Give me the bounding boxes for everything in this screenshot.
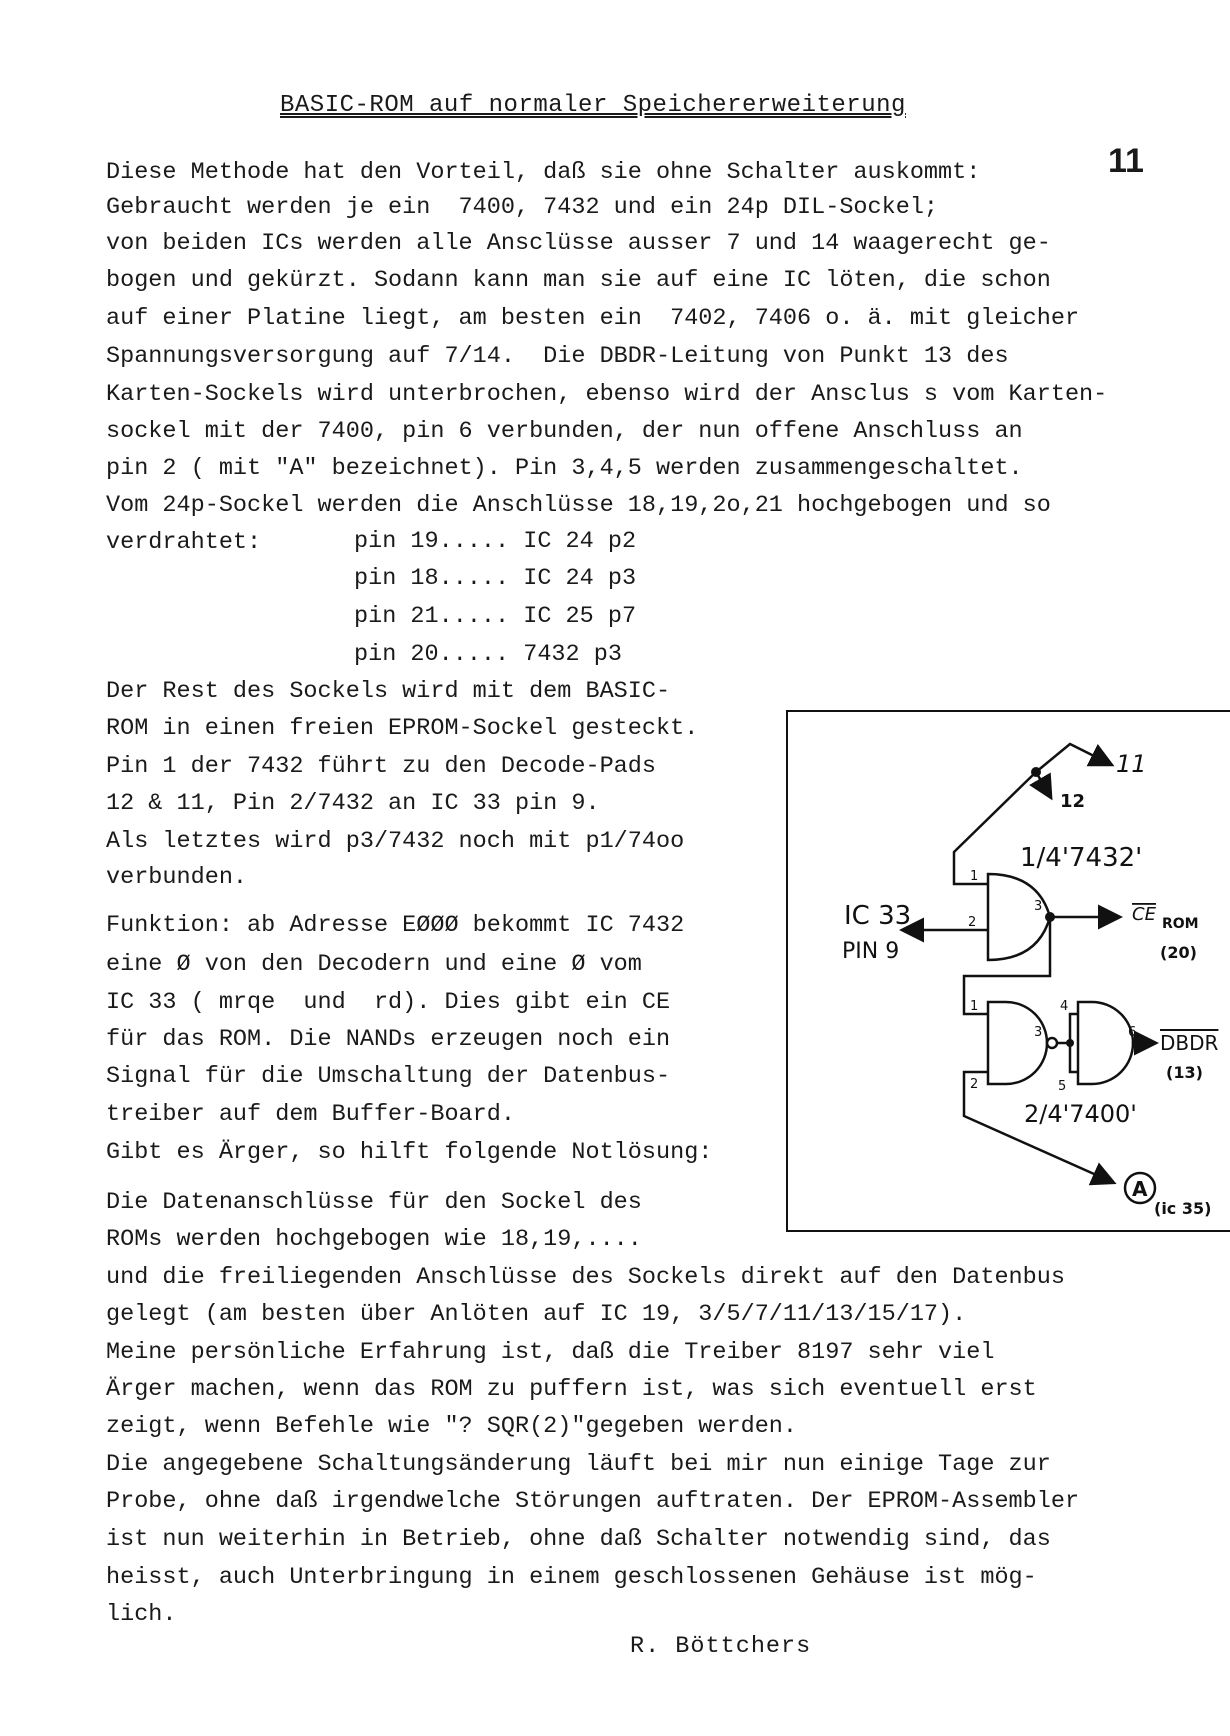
label-ce-rom: ROM xyxy=(1162,916,1199,932)
label-ic35: (ic 35) xyxy=(1154,1199,1212,1218)
signature: R. Böttchers xyxy=(630,1633,812,1660)
text-line: lich. xyxy=(106,1601,177,1628)
text-line: Funktion: ab Adresse EØØØ bekommt IC 7432 xyxy=(106,912,685,939)
text-line: heisst, auch Unterbringung in einem geschlossenen Gehäuse ist mög- xyxy=(106,1564,1037,1591)
text-line: zeigt, wenn Befehle wie "? SQR(2)"gegeben werden. xyxy=(106,1413,798,1440)
label-11: 11 xyxy=(1116,750,1147,778)
pin-wiring-row: pin 21..... IC 25 p7 xyxy=(354,603,637,630)
label-pin-3b: 3 xyxy=(1034,1025,1043,1040)
label-ce: CE xyxy=(1132,904,1156,925)
text-line: gelegt (am besten über Anlöten auf IC 19, 3/5/7/11/13/15/17). xyxy=(106,1301,967,1328)
text-line: pin 2 ( mit "A" bezeichnet). Pin 3,4,5 werden zusammengeschaltet. xyxy=(106,455,1023,482)
label-pin-6: 6 xyxy=(1128,1025,1137,1040)
label-pin-4: 4 xyxy=(1060,999,1069,1014)
text-line: 12 & 11, Pin 2/7432 an IC 33 pin 9. xyxy=(106,790,600,817)
text-line: ROMs werden hochgebogen wie 18,19,.... xyxy=(106,1226,642,1253)
or-gate xyxy=(988,874,1050,960)
text-line: von beiden ICs werden alle Ansclüsse ausser 7 und 14 waagerecht ge- xyxy=(106,230,1051,257)
label-pin-2a: 2 xyxy=(968,915,977,930)
text-line: Pin 1 der 7432 führt zu den Decode-Pads xyxy=(106,753,656,780)
text-line: verdrahtet: xyxy=(106,529,262,556)
label-dbdr-pin: (13) xyxy=(1166,1063,1203,1082)
label-dbdr: DBDR xyxy=(1160,1031,1219,1055)
text-line: treiber auf dem Buffer-Board. xyxy=(106,1101,515,1128)
text-line: eine Ø von den Decodern und eine Ø vom xyxy=(106,951,642,978)
page-number: 11 xyxy=(1108,142,1144,180)
text-line: Spannungsversorgung auf 7/14. Die DBDR-Leitung von Punkt 13 des xyxy=(106,343,1009,370)
text-line: und die freiliegenden Anschlüsse des Sockels direkt auf den Datenbus xyxy=(106,1264,1065,1291)
label-a: A xyxy=(1132,1177,1148,1201)
label-or-gate: 1/4'7432' xyxy=(1020,843,1143,873)
text-line: Ärger machen, wenn das ROM zu puffern ist, was sich eventuell erst xyxy=(106,1376,1037,1403)
text-line: IC 33 ( mrqe und rd). Dies gibt ein CE xyxy=(106,989,671,1016)
page-title: BASIC-ROM auf normaler Speichererweiterung xyxy=(280,92,906,119)
text-line: Vom 24p-Sockel werden die Anschlüsse 18,19,2o,21 hochgebogen und so xyxy=(106,492,1051,519)
text-line: Karten-Sockels wird unterbrochen, ebenso wird der Ansclus s vom Karten- xyxy=(106,381,1108,408)
text-line: Signal für die Umschaltung der Datenbus- xyxy=(106,1063,671,1090)
text-line: Die Datenanschlüsse für den Sockel des xyxy=(106,1189,642,1216)
text-line: sockel mit der 7400, pin 6 verbunden, der nun offene Anschluss an xyxy=(106,418,1023,445)
text-line: Probe, ohne daß irgendwelche Störungen auftraten. Der EPROM-Assembler xyxy=(106,1488,1080,1515)
text-line: für das ROM. Die NANDs erzeugen noch ein xyxy=(106,1026,671,1053)
label-pin-2b: 2 xyxy=(970,1077,979,1092)
label-ce-pin: (20) xyxy=(1160,943,1197,962)
circuit-diagram xyxy=(786,710,1230,1232)
pin-wiring-row: pin 18..... IC 24 p3 xyxy=(354,565,637,592)
label-nand-gate: 2/4'7400' xyxy=(1024,1100,1137,1128)
text-line: bogen und gekürzt. Sodann kann man sie auf eine IC löten, die schon xyxy=(106,267,1051,294)
circuit-schematic xyxy=(788,712,1230,1234)
nand-gate-2 xyxy=(1078,1002,1133,1084)
label-pin-1b: 1 xyxy=(970,999,979,1014)
label-pin9: PIN 9 xyxy=(842,939,900,964)
text-line: auf einer Platine liegt, am besten ein 7402, 7406 o. ä. mit gleicher xyxy=(106,305,1080,332)
text-line: ROM in einen freien EPROM-Sockel gesteckt. xyxy=(106,715,699,742)
wire-to-11 xyxy=(1036,744,1110,772)
text-line: Gibt es Ärger, so hilft folgende Notlösung: xyxy=(106,1139,713,1166)
text-line: Diese Methode hat den Vorteil, daß sie ohne Schalter auskommt: xyxy=(106,159,981,186)
text-line: verbunden. xyxy=(106,864,248,891)
pin-wiring-row: pin 19..... IC 24 p2 xyxy=(354,528,637,555)
label-pin-1a: 1 xyxy=(970,869,979,884)
label-12: 12 xyxy=(1060,791,1086,812)
pin-wiring-row: pin 20..... 7432 p3 xyxy=(354,641,622,668)
text-line: Als letztes wird p3/7432 noch mit p1/74oo xyxy=(106,828,685,855)
text-line: Der Rest des Sockels wird mit dem BASIC- xyxy=(106,678,671,705)
text-line: Meine persönliche Erfahrung ist, daß die Treiber 8197 sehr viel xyxy=(106,1339,995,1366)
nand-gate-1 xyxy=(988,1002,1047,1084)
text-line: Die angegebene Schaltungsänderung läuft bei mir nun einige Tage zur xyxy=(106,1451,1051,1478)
text-line: ist nun weiterhin in Betrieb, ohne daß Schalter notwendig sind, das xyxy=(106,1526,1051,1553)
label-pin-3a: 3 xyxy=(1034,899,1043,914)
label-ic33: IC 33 xyxy=(844,901,912,931)
label-pin-5: 5 xyxy=(1058,1079,1067,1094)
text-line: Gebraucht werden je ein 7400, 7432 und ein 24p DIL-Sockel; xyxy=(106,194,939,221)
